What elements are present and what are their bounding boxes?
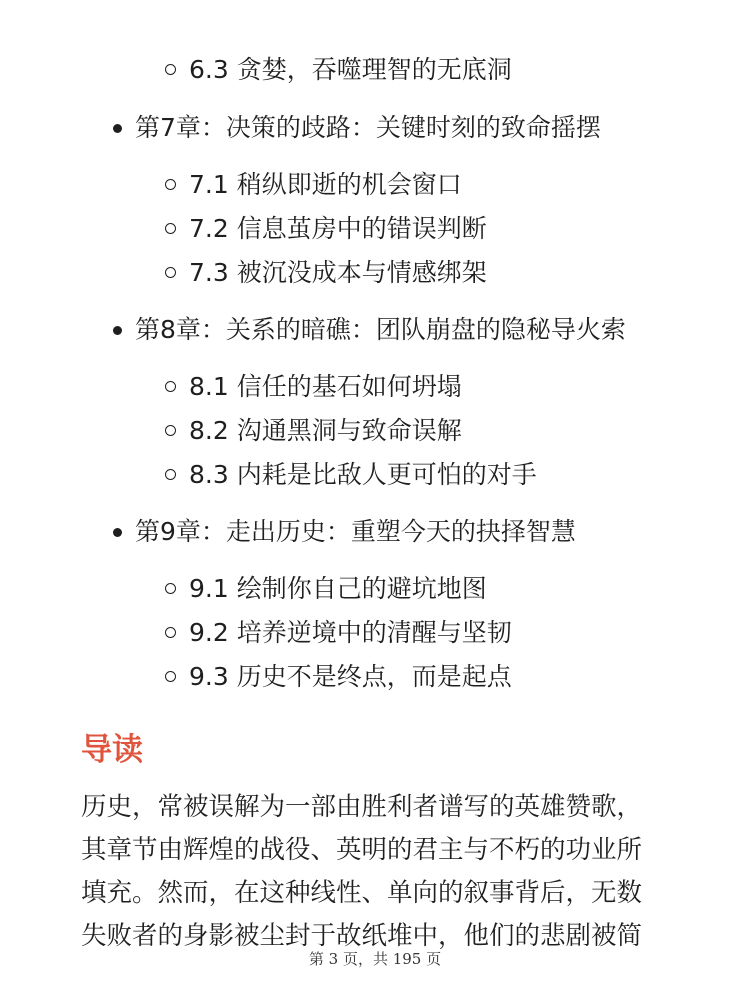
- hollow-bullet-icon: [163, 457, 183, 493]
- toc-item-text: 6.3 贪婪，吞噬理智的无底洞: [189, 55, 512, 84]
- toc-item-text: 8.3 内耗是比敌人更可怕的对手: [189, 460, 537, 489]
- toc-section-item: [189, 211, 487, 247]
- paragraph-line: 填充。然而，在这种线性、单向的叙事背后，无数: [81, 878, 643, 908]
- toc-item-text: 8.1 信任的基石如何坍塌: [189, 372, 462, 401]
- toc-section-item: [189, 413, 462, 449]
- hollow-bullet-icon: [163, 255, 183, 291]
- toc-chapter-item: [135, 110, 601, 146]
- filled-bullet-icon: [109, 514, 129, 550]
- hollow-bullet-icon: [163, 52, 183, 88]
- toc-item-text: 7.1 稍纵即逝的机会窗口: [189, 170, 462, 199]
- toc-section-item: [189, 571, 487, 607]
- toc-section-item: [189, 659, 512, 695]
- section-heading: 导读: [81, 732, 143, 768]
- hollow-bullet-icon: [163, 369, 183, 405]
- toc-item-text: 第7章：决策的歧路：关键时刻的致命摇摆: [135, 113, 601, 142]
- hollow-bullet-icon: [163, 167, 183, 203]
- toc-chapter-item: [135, 514, 576, 550]
- hollow-bullet-icon: [163, 571, 183, 607]
- toc-section-item: [189, 167, 462, 203]
- toc-item-text: 9.2 培养逆境中的清醒与坚韧: [189, 618, 512, 647]
- hollow-bullet-icon: [163, 211, 183, 247]
- paragraph-line: 其章节由辉煌的战役、英明的君主与不朽的功业所: [81, 835, 643, 865]
- toc-section-item: [189, 255, 487, 291]
- toc-item-text: 第9章：走出历史：重塑今天的抉择智慧: [135, 517, 576, 546]
- toc-item-text: 第8章：关系的暗礁：团队崩盘的隐秘导火索: [135, 315, 626, 344]
- toc-section-item: [189, 457, 537, 493]
- toc-section-item: [189, 369, 462, 405]
- toc-section-item: [189, 52, 512, 88]
- toc-item-text: 9.3 历史不是终点，而是起点: [189, 662, 512, 691]
- toc-item-text: 8.2 沟通黑洞与致命误解: [189, 416, 462, 445]
- hollow-bullet-icon: [163, 659, 183, 695]
- toc-section-item: [189, 615, 512, 651]
- toc-item-text: 7.2 信息茧房中的错误判断: [189, 214, 487, 243]
- filled-bullet-icon: [109, 110, 129, 146]
- toc-item-text: 7.3 被沉没成本与情感绑架: [189, 258, 487, 287]
- hollow-bullet-icon: [163, 413, 183, 449]
- page-number-footer: 第 3 页，共 195 页: [308, 950, 442, 968]
- filled-bullet-icon: [109, 312, 129, 348]
- toc-item-text: 9.1 绘制你自己的避坑地图: [189, 574, 487, 603]
- paragraph-line: 历史，常被误解为一部由胜利者谱写的英雄赞歌，: [81, 792, 643, 822]
- paragraph-line: 失败者的身影被尘封于故纸堆中，他们的悲剧被简: [81, 921, 643, 951]
- hollow-bullet-icon: [163, 615, 183, 651]
- toc-chapter-item: [135, 312, 626, 348]
